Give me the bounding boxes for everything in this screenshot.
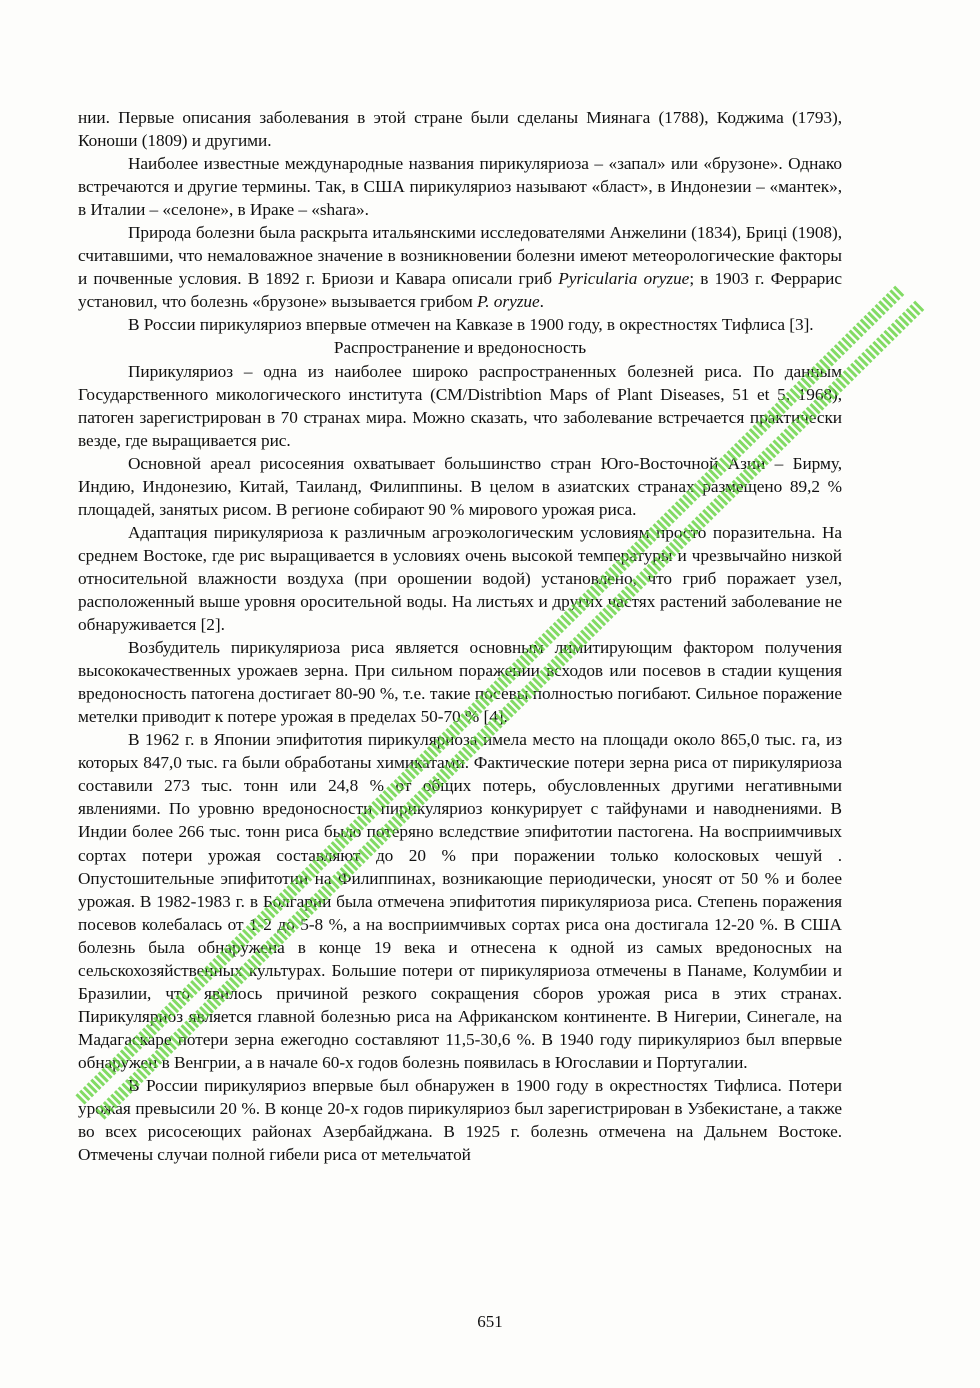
paragraph-7: Адаптация пирикуляриоза к различным агроэкологическим условиям просто поразительна. На среднем Востоке, где рис выращивается в условиях очень высокой температуры и чрезвычайно низкой относительной влажности воздуха (при орошении водой) установлено, что гриб поражает узел, расположенный выше уровня оросительной воды. На листьях и других частях растений заболевание не обнаруживается [2]. <box>78 522 842 635</box>
paragraph-4: В России пирикуляриоз впервые отмечен на Кавказе в 1900 году, в окрестностях Тифлиса [3]. <box>128 315 814 335</box>
species-name-pyricularia: Pyricularia oryzue <box>558 269 690 289</box>
paragraph-3-text-a: Природа болезни была раскрыта итальянскими исследователями Анжелини (1834), Бриці (1908), считавшими, что немаловажное значение в возникновении болезни имеют метеорологические факторы и почвенные условия. В 1892 г. Бриози и Кавара описали гриб <box>78 223 842 289</box>
paragraph-10: В России пирикуляриоз впервые был обнаружен в 1900 году в окрестностях Тифлиса. Потери урожая превысили 20 %. В конце 20-х годов пирикуляриоз был зарегистрирован в Узбекистане, а также во всех рисосеющих районах Азербайджана. В 1925 г. болезнь отмечена на Дальнем Востоке. Отмечены случаи полной гибели риса от метельчатой <box>78 1075 842 1165</box>
paragraph-1: нии. Первые описания заболевания в этой стране были сделаны Миянага (1788), Коджима (1793), Коноши (1809) и другими. <box>78 108 842 151</box>
body-text <box>78 106 842 1166</box>
paragraph-3-text-c: . <box>539 292 544 312</box>
paragraph-9: В 1962 г. в Японии эпифитотия пирикуляриоза имела место на площади около 865,0 тыс. га, из которых 847,0 тыс. га были обработаны химикатами. Фактические потери зерна риса от пирикуляриоза составили 273 тыс. тонн или 24,8 % от общих потерь, обусловленных другими негативными явлениями. По уровню вредоносности пирикуляриоз конкурирует с тайфунами и наводнениями. В Индии более 266 тыс. тонн риса было потеряно вследствие эпифитотии пастогена. На восприимчивых сортах потери урожая составляют до 20 % при поражении только колосковых чешуй . Опустошительные эпифитотии на Филиппинах, возникающие периодически, уносят от 50 % и более урожая. В 1982-1983 г. в Болгарии была отмечена эпифитотия пирикуляриоза риса. Степень поражения посевов колебалась от 1-2 до 5-8 %, а на восприимчивых сортах риса она достигала 12-20 %. В США болезнь была обнаружена в конце 19 века и отнесена к одной из самых вредоносных на сельскохозяйственных культурах. Большие потери от пирикуляриоза отмечены в Панаме, Колумбии и Бразилии, что явилось причиной резкого сокращения сборов урожая риса в этих странах. Пирикуляриоз является главной болезнью риса на Африканском континенте. В Нигерии, Синегале, на Мадагаскаре потери зерна ежегодно составляют 11,5-30,6 %. В 1940 году пирикуляриоз был впервые обнаружен в Венгрии, а в начале 60-х годов болезнь появилась в Югославии и Португалии. <box>78 730 842 1072</box>
paragraph-2: Наиболее известные международные названия пирикуляриоза – «запал» или «брузоне». Однако встречаются и другие термины. Так, в США пирикуляриоз называют «бласт», в Индонезии – «мантек», в Италии – «селоне», в Ираке – «shara». <box>78 154 842 220</box>
paragraph-5: Пирикуляриоз – одна из наиболее широко распространенных болезней риса. По данным Государственного микологического института (CM/Distribtion Maps of Plant Diseases, 51 et 5, 1968), патоген зарегистрирован в 70 странах мира. Можно сказать, что заболевание встречается практически везде, где выращивается рис. <box>78 361 842 450</box>
paragraph-6: Основной ареал рисосеяния охватывает большинство стран Юго-Восточной Азии – Бирму, Индию, Индонезию, Китай, Таиланд, Филиппины. В целом в азиатских странах размещено 89,2 % площадей, занятых рисом. В регионе собирают 90 % мирового урожая риса. <box>78 453 842 519</box>
paragraph-3 <box>78 221 842 313</box>
paragraph-3-text-b: ; в 1903 г. Феррарис установил, что болезнь «брузоне» вызывается грибом <box>78 269 842 312</box>
paragraph-8: Возбудитель пирикуляриоза риса является основным лимитирующим фактором получения высококачественных урожаев зерна. При сильном поражении всходов или посевов в стадии кущения вредоносность патогена достигает 80-90 %, т.е. такие посевы полностью погибают. Сильное поражение метелки приводит к потере урожая в пределах 50-70 % [4]. <box>78 638 842 727</box>
species-name-p-oryzue: P. oryzue <box>476 292 540 312</box>
section-heading: Распространение и вредоносность <box>333 338 587 358</box>
page-number: 651 <box>477 1312 503 1331</box>
